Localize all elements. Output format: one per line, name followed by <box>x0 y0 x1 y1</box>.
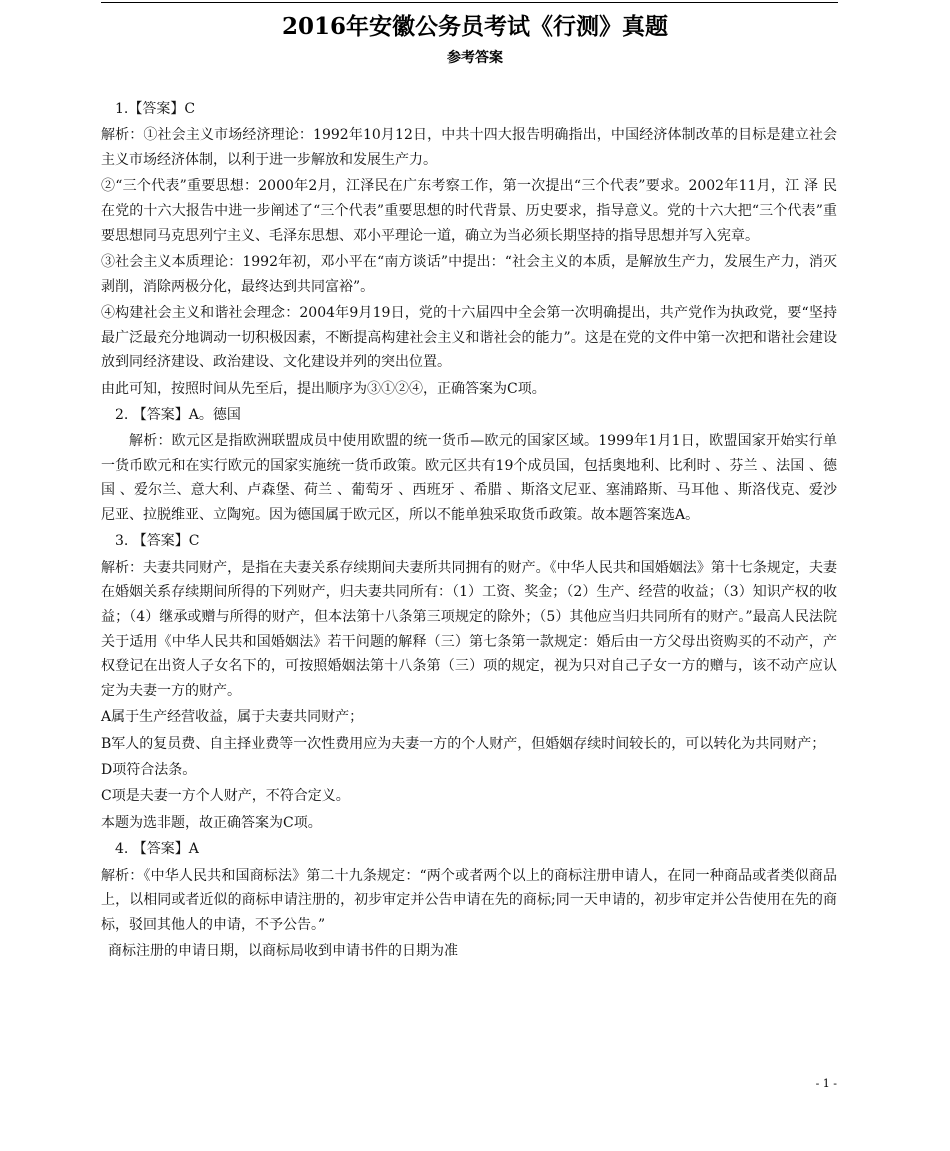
answer-2-explanation: 解析：欧元区是指欧洲联盟成员中使用欧盟的统一货币—欧元的国家区域。1999年1月1日，欧盟国家开始实行单一货币欧元和在实行欧元的国家实施统一货币政策。欧元区共有19个成员国，包括奥地利、比利时 、芬兰 、法国 、德国 、爱尔兰、意大利、卢森堡、荷兰 、葡萄牙 、西班牙 、希腊 、斯洛文尼亚、塞浦路斯、马耳他 、斯洛伐克、爱沙尼亚、拉脱维亚、立陶宛。因为德国属于欧元区，所以不能单独采取货币政策。故本题答案选A。 <box>101 433 837 524</box>
header-rule <box>101 2 838 3</box>
answer-1-explanation: 解析：①社会主义市场经济理论：1992年10月12日，中共十四大报告明确指出，中国经济体制改革的目标是建立社会主义市场经济体制，以利于进一步解放和发展生产力。 <box>101 127 837 168</box>
answer-3-heading: 3. 【答案】C <box>115 533 200 550</box>
answer-3-option-a: A属于生产经营收益，属于夫妻共同财产； <box>101 709 364 726</box>
answer-2-heading: 2. 【答案】A。德国 <box>115 406 241 423</box>
answer-1-point-3: ③社会主义本质理论：1992年初，邓小平在“南方谈话”中提出：“社会主义的本质，是解放生产力，发展生产力，消灭剥削，消除两极分化，最终达到共同富裕”。 <box>101 253 837 295</box>
answer-3-explanation: 解析：夫妻共同财产，是指在夫妻关系存续期间夫妻所共同拥有的财产。《中华人民共和国婚姻法》第十七条规定，夫妻在婚姻关系存续期间所得的下列财产，归夫妻共同所有：（1）工资、奖金；（2）生产、经营的收益；（3）知识产权的收益；（4）继承或赠与所得的财产，但本法第十八条第三项规定的除外；（5）其他应当归共同所有的财产。”最高人民法院关于适用《中华人民共和国婚姻法》若干问题的解释（三）第七条第一款规定：婚后由一方父母出资购买的不动产，产权登记在出资人子女名下的，可按照婚姻法第十八条第（三）项的规定，视为只对自己子女一方的赠与，该不动产应认定为夫妻一方的财产。 <box>101 559 837 699</box>
answer-4-heading: 4. 【答案】A <box>115 841 199 858</box>
page-subtitle: 参考答案 <box>447 50 503 66</box>
answer-1-point-4: ④构建社会主义和谐社会理念：2004年9月19日，党的十六届四中全会第一次明确提出，共产党作为执政党，要“坚持最广泛最充分地调动一切积极因素，不断提高构建社会主义和谐社会的能力”。这是在党的文件中第一次把和谐社会建设放到同经济建设、政治建设、文化建设并列的突出位置。 <box>101 304 837 371</box>
page-number: - 1 - <box>815 1077 837 1090</box>
answer-1-point-2: ②“三个代表”重要思想：2000年2月，江泽民在广东考察工作，第一次提出“三个代表”要求。2002年11月，江 泽 民在党的十六大报告中进一步阐述了“三个代表”重要思想的时代背景、历史要求，指导意义。党的十六大把“三个代表”重要思想同马克思列宁主义、毛泽东思想、邓小平理论一道，确立为当必须长期坚持的指导思想并写入宪章。 <box>101 178 837 244</box>
answer-1-conclusion: 由此可知，按照时间从先至后，提出顺序为③①②④，正确答案为C项。 <box>101 380 546 397</box>
answer-3-option-d: D项符合法条。 <box>101 762 197 778</box>
answer-3-conclusion: 本题为选非题，故正确答案为C项。 <box>101 814 322 831</box>
answer-3-option-b: B军人的复员费、自主择业费等一次性费用应为夫妻一方的个人财产，但婚姻存续时间较长的，可以转化为共同财产； <box>101 735 826 752</box>
answer-content <box>101 97 837 966</box>
page-title: 2016年安徽公务员考试《行测》真题 <box>281 13 668 40</box>
answer-3-option-c: C项是夫妻一方个人财产，不符合定义。 <box>101 788 350 805</box>
answer-4-explanation: 解析：《中华人民共和国商标法》第二十九条规定：“两个或者两个以上的商标注册申请人，在同一种商品或者类似商品上，以相同或者近似的商标申请注册的，初步审定并公告申请在先的商标;同一天申请的，初步审定并公告使用在先的商标，驳回其他人的申请，不予公告。” <box>101 867 837 933</box>
answer-4-note: 商标注册的申请日期，以商标局收到申请书件的日期为准 <box>108 943 458 960</box>
answer-1-heading: 1.【答案】C <box>115 101 196 117</box>
